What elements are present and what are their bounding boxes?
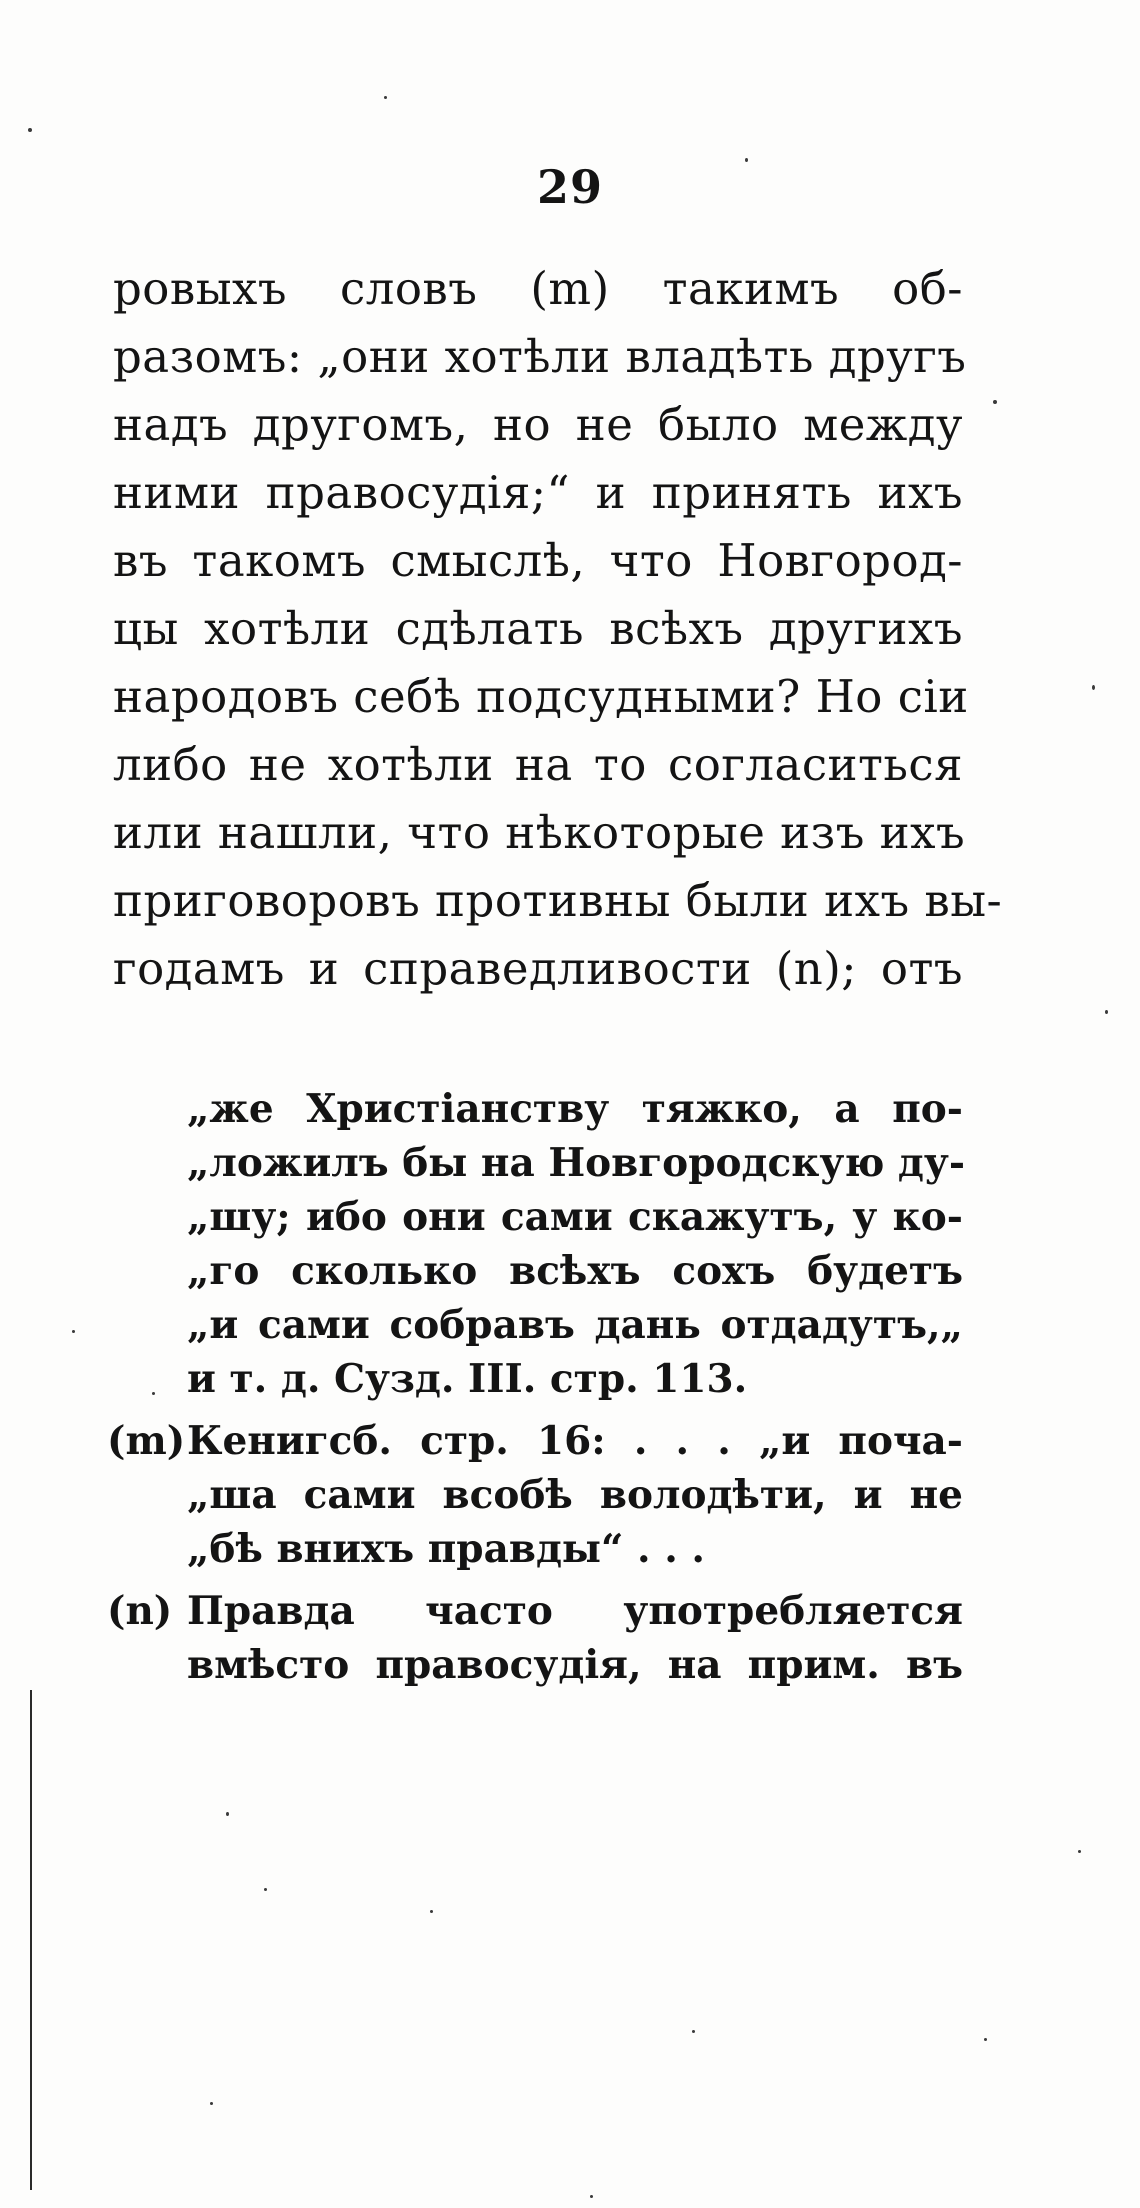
scan-speck (210, 2102, 213, 2105)
scan-speck (590, 2195, 593, 2198)
scan-speck (72, 1330, 75, 1333)
main-text-block (113, 255, 1003, 1003)
footnote-body (187, 1584, 963, 1692)
scan-speck (745, 158, 748, 162)
footnote-n (107, 1584, 963, 1692)
footnote-line: вмѣсто правосудія, на прим. въ (187, 1642, 963, 1688)
scan-speck (1105, 1010, 1108, 1014)
scan-speck (28, 128, 32, 132)
footnotes-section (107, 1082, 966, 1692)
footnote-line: Кенигсб. стр. 16: . . . „и поча- (187, 1418, 963, 1464)
footnote-line: „ложилъ бы на Новгородскую ду- (187, 1140, 966, 1186)
main-text-line: приговоровъ противны были ихъ вы- (113, 874, 1003, 927)
footnote-marker: (n) (107, 1588, 173, 1634)
footnote-line: „шу; ибо они сами скажутъ, у ко- (187, 1194, 963, 1240)
scan-speck (226, 1812, 229, 1816)
main-text-line: либо не хотѣли на то согласиться (113, 738, 963, 791)
footnote-marker: (m) (107, 1418, 186, 1464)
scan-speck (264, 1888, 267, 1891)
scan-speck (993, 400, 997, 404)
scan-speck (1078, 1850, 1081, 1853)
footnote-line: „ша сами всобѣ володѣти, и не (187, 1472, 963, 1518)
main-text-line: ними правосудія;“ и принять ихъ (113, 466, 963, 519)
scan-speck (692, 2030, 695, 2033)
footnote-line: „го сколько всѣхъ сохъ будетъ (187, 1248, 963, 1294)
page-edge-rule (30, 1690, 32, 2190)
scan-speck (1092, 685, 1095, 690)
scan-speck (984, 2038, 987, 2041)
footnote-line: „и сами собравъ дань отдадутъ,„ (187, 1302, 963, 1348)
scan-speck (152, 1392, 155, 1395)
main-text-line: народовъ себѣ подсудными? Но сіи (113, 670, 969, 723)
footnote-body (187, 1414, 963, 1576)
main-text-line: въ такомъ смыслѣ, что Новгород- (113, 534, 963, 587)
main-text-line: ровыхъ словъ (m) такимъ об- (113, 262, 963, 315)
footnote-line: и т. д. Сузд. III. стр. 113. (187, 1356, 748, 1402)
footnote-m (107, 1414, 963, 1576)
main-text-line: или нашли, что нѣкоторые изъ ихъ (113, 806, 966, 859)
footnote-line: „бѣ внихъ правды“ . . . (187, 1526, 705, 1572)
main-text-line: годамъ и справедливости (n); отъ (113, 942, 963, 995)
main-text-line: цы хотѣли сдѣлать всѣхъ другихъ (113, 602, 963, 655)
main-text-line: надъ другомъ, но не было между (113, 398, 963, 451)
footnote-line: „же Христіанству тяжко, а по- (187, 1086, 963, 1132)
scan-speck (384, 96, 387, 99)
scan-speck (430, 1910, 433, 1913)
main-text-line: разомъ: „они хотѣли владѣть другъ (113, 330, 967, 383)
footnote-line: Правда часто употребляется (187, 1588, 963, 1634)
page-number: 29 (536, 160, 603, 214)
footnote-continuation (187, 1082, 966, 1406)
